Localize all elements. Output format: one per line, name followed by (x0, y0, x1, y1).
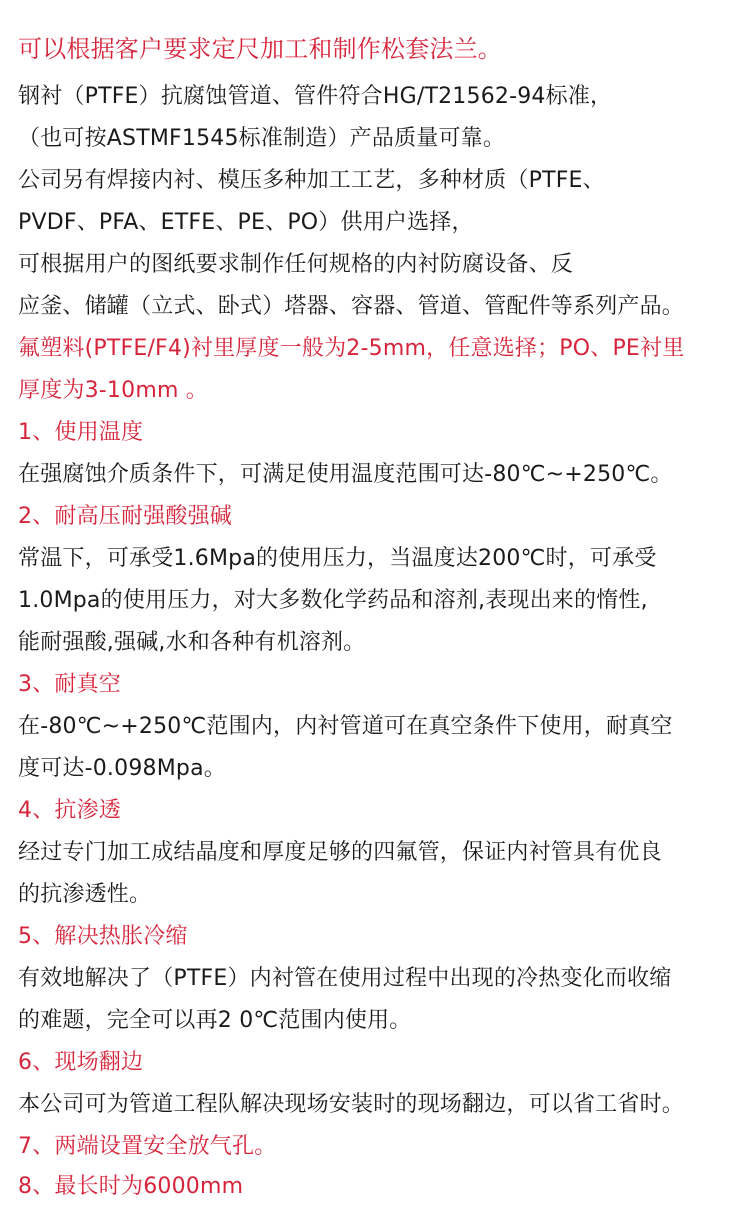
intro-line-2: （也可按ASTMF1545标准制造）产品质量可靠。 (18, 126, 506, 151)
section-5-line-1: 有效地解决了（PTFE）内衬管在使用过程中出现的冷热变化而收缩 (18, 966, 672, 991)
section-3-line-1: 在-80℃~+250℃范围内，内衬管道可在真空条件下使用，耐真空 (18, 714, 673, 739)
intro-line-1: 钢衬（PTFE）抗腐蚀管道、管件符合HG/T21562-94标准， (18, 84, 613, 109)
section-heading-4: 4、抗渗透 (18, 798, 121, 823)
thickness-note-line-2: 厚度为3-10mm 。 (18, 378, 208, 403)
intro-line-3: 公司另有焊接内衬、模压多种加工工艺，多种材质（PTFE、 (18, 168, 605, 193)
section-heading-8: 8、最长时为6000mm (18, 1174, 244, 1199)
intro-line-4: PVDF、PFA、ETFE、PE、PO）供用户选择， (18, 210, 474, 235)
section-4-line-2: 的抗渗透性。 (18, 882, 152, 907)
section-heading-6: 6、现场翻边 (18, 1050, 144, 1075)
section-1-line-1: 在强腐蚀介质条件下，可满足使用温度范围可达-80℃~+250℃。 (18, 462, 673, 487)
section-2-line-3: 能耐强酸,强碱,水和各种有机溶剂。 (18, 630, 366, 655)
section-5-line-2: 的难题，完全可以再2 0℃范围内使用。 (18, 1008, 412, 1033)
section-heading-1: 1、使用温度 (18, 420, 144, 445)
section-heading-5: 5、解决热胀冷缩 (18, 924, 188, 949)
section-6-line-1: 本公司可为管道工程队解决现场安装时的现场翻边，可以省工省时。 (18, 1092, 685, 1117)
section-2-line-2: 1.0Mpa的使用压力，对大多数化学药品和溶剂,表现出来的惰性, (18, 588, 648, 613)
section-heading-7: 7、两端设置安全放气孔。 (18, 1134, 277, 1159)
document-title: 可以根据客户要求定尺加工和制作松套法兰。 (18, 35, 502, 63)
section-heading-2: 2、耐高压耐强酸强碱 (18, 504, 232, 529)
section-2-line-1: 常温下，可承受1.6Mpa的使用压力，当温度达200℃时，可承受 (18, 546, 657, 571)
section-3-line-2: 度可达-0.098Mpa。 (18, 756, 226, 781)
section-4-line-1: 经过专门加工成结晶度和厚度足够的四氟管，保证内衬管具有优良 (18, 840, 662, 865)
intro-line-5: 可根据用户的图纸要求制作任何规格的内衬防腐设备、反 (18, 252, 574, 277)
section-heading-3: 3、耐真空 (18, 672, 121, 697)
intro-line-6: 应釜、储罐（立式、卧式）塔器、容器、管道、管配件等系列产品。 (18, 294, 685, 319)
thickness-note-line-1: 氟塑料(PTFE/F4)衬里厚度一般为2-5mm，任意选择；PO、PE衬里 (18, 336, 685, 361)
